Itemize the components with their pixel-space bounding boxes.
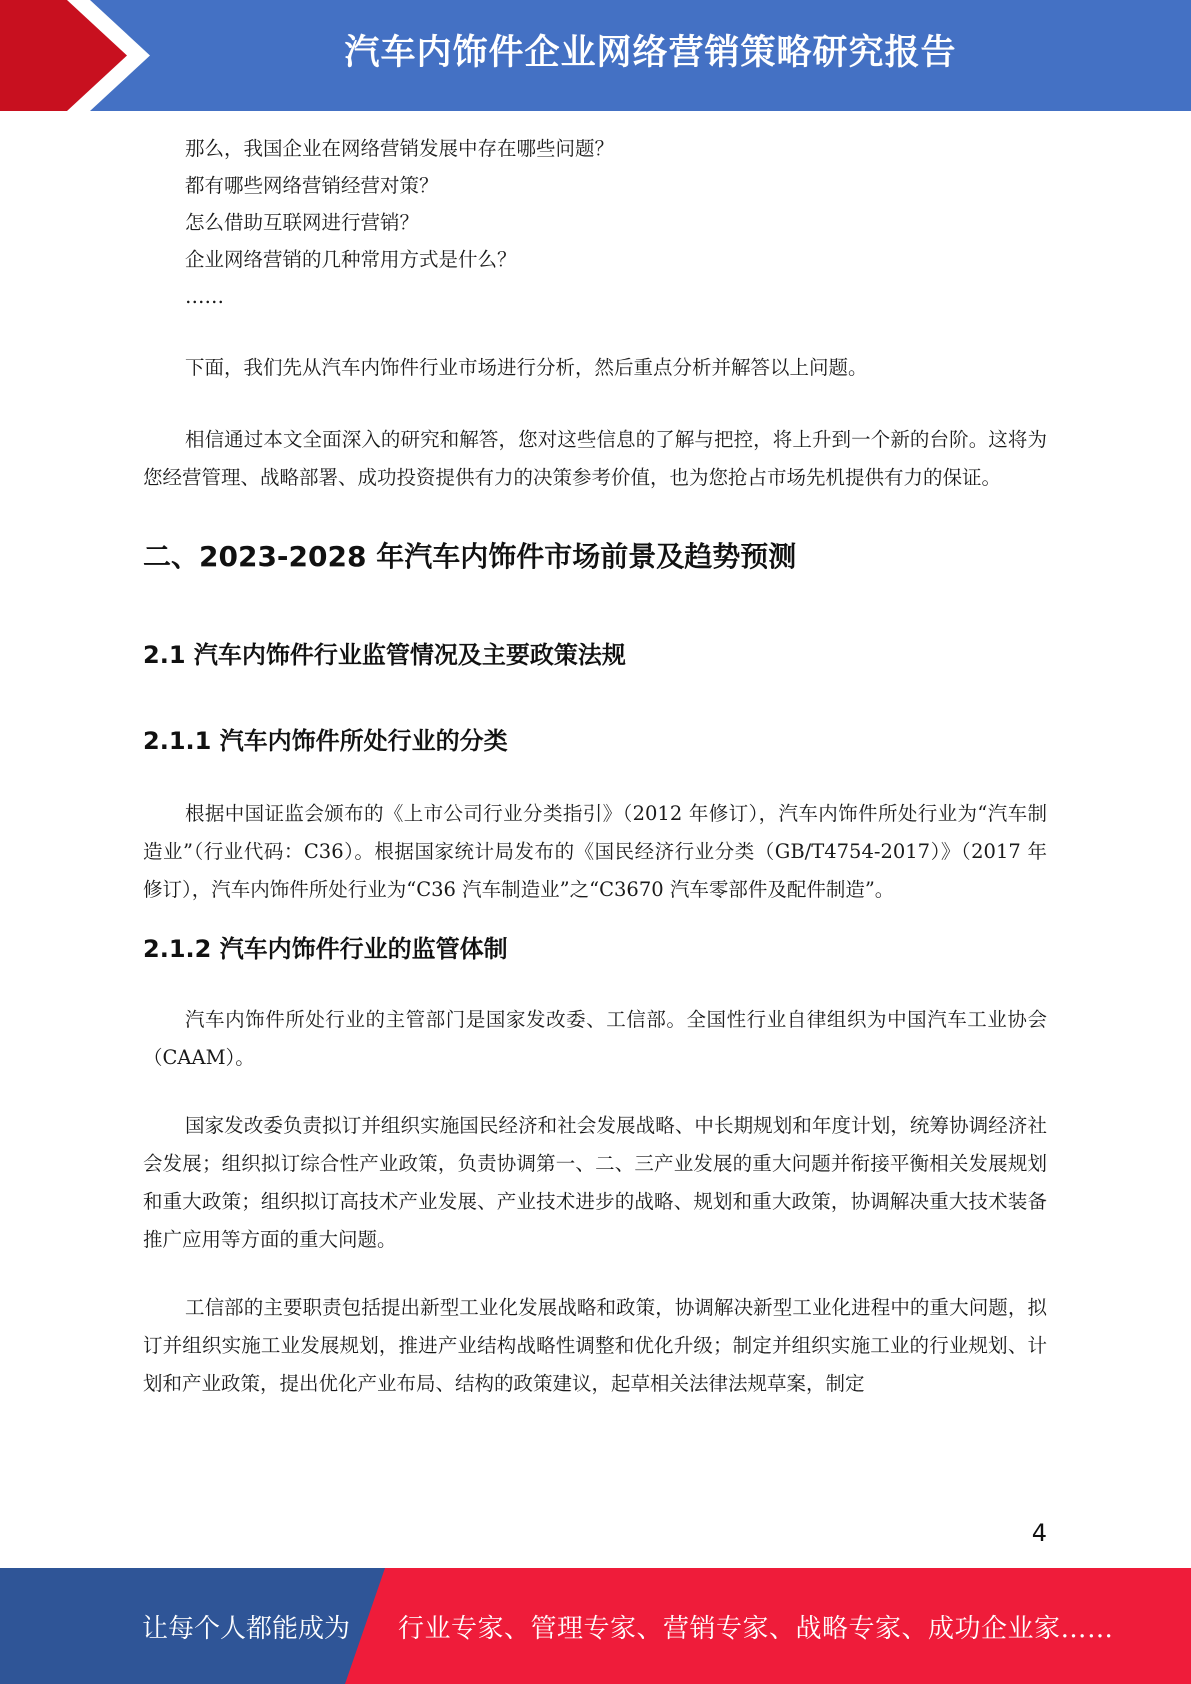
question-line: 企业网络营销的几种常用方式是什么？ [185, 248, 517, 271]
document-body [143, 130, 1047, 1403]
section-heading: 二、2023-2028 年汽车内饰件市场前景及趋势预测 [143, 540, 797, 573]
body-paragraph: 汽车内饰件所处行业的主管部门是国家发改委、工信部。全国性行业自律组织为中国汽车工业协会（CAAM）。 [143, 1008, 1047, 1069]
header-bar [0, 0, 1191, 111]
question-line: 那么，我国企业在网络营销发展中存在哪些问题？ [185, 137, 615, 160]
footer-slogan-right: 行业专家、管理专家、营销专家、战略专家、成功企业家…… [398, 1614, 1114, 1644]
footer-bar [0, 1568, 1191, 1684]
report-title: 汽车内饰件企业网络营销策略研究报告 [344, 33, 957, 73]
intro-paragraph: 相信通过本文全面深入的研究和解答，您对这些信息的了解与把控，将上升到一个新的台阶。这将为您经营管理、战略部署、成功投资提供有力的决策参考价值，也为您抢占市场先机提供有力的保证。 [143, 428, 1047, 489]
body-paragraph: 根据中国证监会颁布的《上市公司行业分类指引》（2012 年修订），汽车内饰件所处行业为“汽车制造业”（行业代码：C36）。根据国家统计局发布的《国民经济行业分类（GB/T4754-2017）》（2017 年修订），汽车内饰件所处行业为“C36 汽车制造业”之“C3670 汽车零部件及配件制造”。 [143, 802, 1047, 901]
question-line: 都有哪些网络营销经营对策？ [185, 174, 439, 197]
question-line: 怎么借助互联网进行营销？ [185, 211, 420, 234]
body-paragraph: 国家发改委负责拟订并组织实施国民经济和社会发展战略、中长期规划和年度计划，统筹协调经济社会发展；组织拟订综合性产业政策，负责协调第一、二、三产业发展的重大问题并衔接平衡相关发展规划和重大政策；组织拟订高技术产业发展、产业技术进步的战略、规划和重大政策，协调解决重大技术装备推广应用等方面的重大问题。 [143, 1114, 1047, 1251]
page-number: 4 [1031, 1519, 1047, 1547]
subsection-heading: 2.1.1 汽车内饰件所处行业的分类 [143, 727, 508, 755]
footer-slogan-left: 让每个人都能成为 [142, 1614, 351, 1644]
subsection-heading: 2.1 汽车内饰件行业监管情况及主要政策法规 [143, 641, 626, 669]
question-ellipsis: …… [185, 285, 224, 308]
subsection-heading: 2.1.2 汽车内饰件行业的监管体制 [143, 935, 508, 963]
body-paragraph: 工信部的主要职责包括提出新型工业化发展战略和政策，协调解决新型工业化进程中的重大问题，拟订并组织实施工业发展规划，推进产业结构战略性调整和优化升级；制定并组织实施工业的行业规划、计划和产业政策，提出优化产业布局、结构的政策建议，起草相关法律法规草案，制定 [143, 1296, 1047, 1395]
question-list [143, 130, 1047, 315]
intro-paragraph: 下面，我们先从汽车内饰件行业市场进行分析，然后重点分析并解答以上问题。 [185, 356, 868, 379]
